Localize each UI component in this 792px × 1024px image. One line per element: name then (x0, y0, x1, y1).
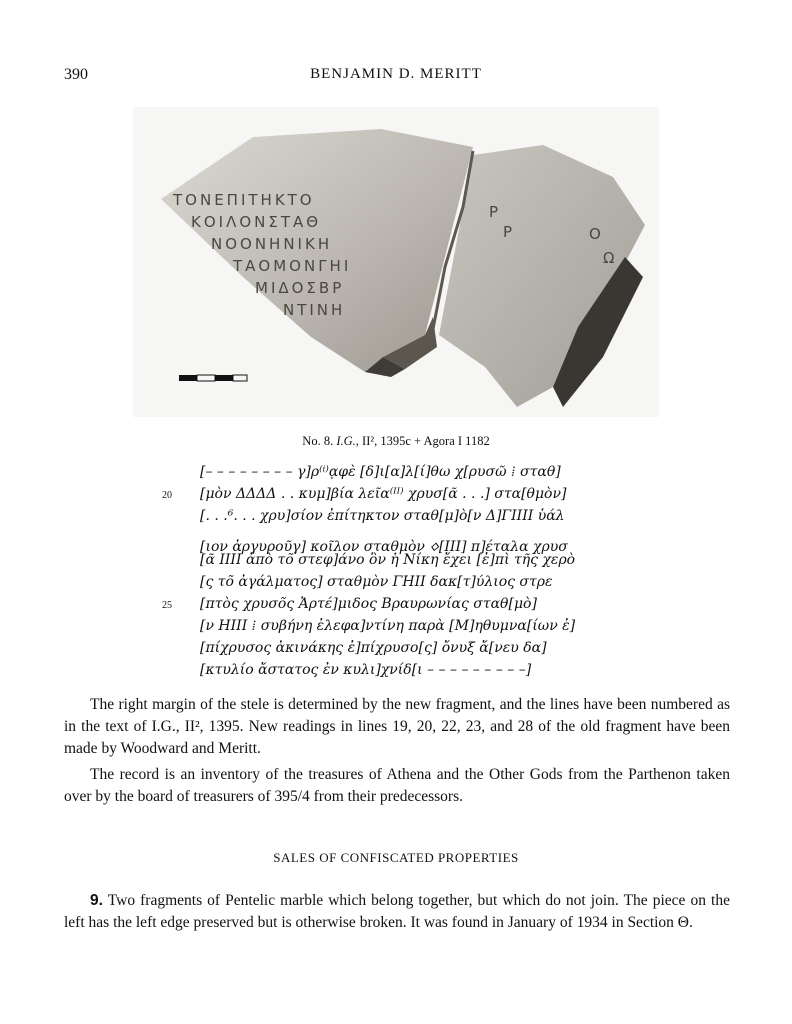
inscription-line: [ιον ἀργυροῦγ] κοῖλον σταθμὸν 🝔[ΙΙΙ] π]έταλα χρυσ (200, 539, 568, 555)
page-number: 390 (64, 66, 88, 83)
svg-text:Ρ: Ρ (489, 203, 502, 221)
paragraph-commentary (64, 694, 730, 760)
figure-caption (0, 434, 792, 449)
inscription-line: [κτυλίο ἄστατος ἐν κυλι]χνίδ[ι – – – – – – – – –] (200, 662, 532, 678)
svg-text:ΤΑΟΜΟΝΓΗΙ: ΤΑΟΜΟΝΓΗΙ (233, 257, 352, 275)
page-header (0, 66, 792, 86)
svg-text:Ο: Ο (589, 225, 604, 243)
svg-text:Ω: Ω (603, 249, 618, 267)
caption-prefix: No. 8. (302, 434, 334, 448)
caption-ref: I.G. (336, 434, 356, 448)
inscription-line: [πίχρυσος ἀκινάκης ἐ]πίχρυσο[ς] ὄνυξ ἄ[νευ δα] (200, 640, 547, 656)
inscription-line: [πτὸς χρυσõς Ἀρτέ]μιδος Βραυρωνίας σταθ[μὸ] (200, 596, 537, 612)
svg-text:Ρ: Ρ (503, 223, 516, 241)
paragraph-text: Two fragments of Pentelic marble which belong together, but which do not join. The piece on the left has the left edge preserved but is otherwise broken. It was found in January of 1934 in Section Θ. (64, 892, 730, 931)
inscription-line: [μὸν ΔΔΔΔ . . κυμ]βία λεῖα⁽ᴵᴵ⁾ χρυσ[ᾶ . . .] στα[θμὸν] (200, 486, 567, 502)
paragraph-record (64, 764, 730, 808)
paragraph-item-9 (64, 890, 730, 934)
paragraph-text: The record is an inventory of the treasures of Athena and the Other Gods from the Parthenon taken over by the board of treasurers of 395/4 from their predecessors. (64, 766, 730, 805)
line-number: 20 (162, 490, 172, 501)
svg-text:ΜΙΔΟΣΒΡ: ΜΙΔΟΣΒΡ (255, 279, 345, 297)
running-head: BENJAMIN D. MERITT (310, 66, 482, 82)
section-heading: SALES OF CONFISCATED PROPERTIES (273, 850, 519, 865)
svg-text:ΝΟΟΝΗΝΙΚΗ: ΝΟΟΝΗΝΙΚΗ (211, 235, 333, 253)
stone-photo (133, 107, 659, 417)
svg-text:ΚΟΙΛΟΝΣΤΑΘ: ΚΟΙΛΟΝΣΤΑΘ (191, 213, 322, 231)
svg-text:ΝΤΙΝΗ: ΝΤΙΝΗ (283, 301, 346, 319)
inscription-line: [ᾶ ΙΙΙΙ ἀπὸ τõ στεφ]άνο ὃν ἡ Νίκη ἔχει [ἐ]πὶ τῆς χερὸ (200, 552, 576, 568)
inscription-line: [. . .⁶. . . χρυ]σίον ἐπίτηκτον σταθ[μ]ὸ[ν Δ]ΓΙΙΙΙ ὑάλ (200, 508, 565, 524)
item-number: 9. (90, 892, 103, 909)
inscription-line: [– – – – – – – – γ]ρ⁽ⁱ⁾ᾳφὲ [δ]ι[α]λ[ί]θω χ[ρυσῶ ⁞ σταθ] (200, 464, 561, 480)
scale-bar (179, 375, 247, 381)
inscribed-stone-fragment-photo (133, 107, 659, 417)
paragraph-text: The right margin of the stele is determined by the new fragment, and the lines have been numbered as in the text of I.G., II², 1395. New readings in lines 19, 20, 22, 23, and 28 of the old fragment have been made by Woodward and Meritt. (64, 696, 730, 757)
svg-text:ΤΟΝΕΠΙΤΗΚΤΟ: ΤΟΝΕΠΙΤΗΚΤΟ (173, 191, 315, 209)
caption-rest: , II², 1395c + Agora I 1182 (355, 434, 490, 448)
line-number: 25 (162, 600, 172, 611)
inscription-line: [ν ΗΙΙΙ ⁞ συβήνη ἐλεφα]ντίνη παρὰ [Μ]ηθυμνα[ίων ἐ] (200, 618, 576, 634)
inscription-line: [ς τõ ἀγάλματος] σταθμὸν ΓΗΙΙ δακ[τ]ύλιος στρε (200, 574, 553, 590)
